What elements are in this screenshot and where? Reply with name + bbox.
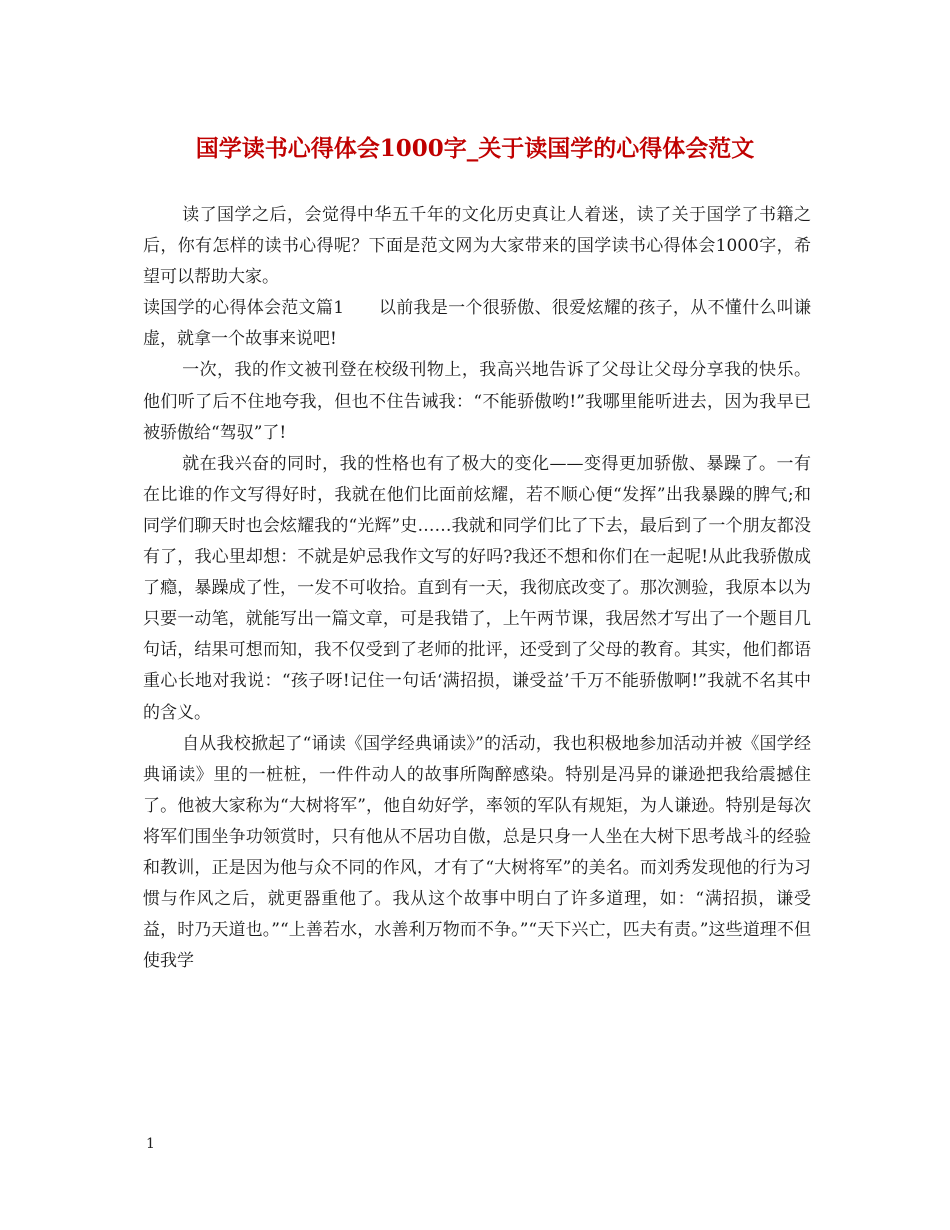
paragraph-4: 自从我校掀起了“诵读《国学经典诵读》”的活动，我也积极地参加活动并被《国学经典诵读》里的一桩桩，一件件动人的故事所陶醉感染。特别是冯异的谦逊把我给震撼住了。他被大家称为“大树将军”，他自幼好学，率领的军队有规矩，为人谦逊。特别是每次将军们围坐争功领赏时，只有他从不居功自傲，总是只身一人坐在大树下思考战斗的经验和教训，正是因为他与众不同的作风，才有了“大树将军”的美名。而刘秀发现他的行为习惯与作风之后，就更器重他了。我从这个故事中明白了许多道理，如：“满招损，谦受益，时乃天道也。”“上善若水，水善利万物而不争。”“天下兴亡，匹夫有责。”这些道理不但使我学 [143,733,811,972]
paragraph-essay-1-heading: 读国学的心得体会范文篇1 以前我是一个很骄傲、很爱炫耀的孩子，从不懂什么叫谦虚，就拿一个故事来说吧! [143,298,811,350]
document-body [143,200,811,977]
paragraph-2: 一次，我的作文被刊登在校级刊物上，我高兴地告诉了父母让父母分享我的快乐。他们听了后不住地夸我，但也不住告诫我：“不能骄傲哟!”我哪里能听进去，因为我早已被骄傲给“驾驭”了! [143,360,811,443]
paragraph-3: 就在我兴奋的同时，我的性格也有了极大的变化——变得更加骄傲、暴躁了。一有在比谁的作文写得好时，我就在他们比面前炫耀，若不顺心便“发挥”出我暴躁的脾气;和同学们聊天时也会炫耀我的“光辉”史……我就和同学们比了下去，最后到了一个朋友都没有了，我心里却想：不就是妒忌我作文写的好吗?我还不想和你们在一起呢!从此我骄傲成了瘾，暴躁成了性，一发不可收拾。直到有一天，我彻底改变了。那次测验，我原本以为只要一动笔，就能写出一篇文章，可是我错了，上午两节课，我居然才写出了一个题目几句话，结果可想而知，我不仅受到了老师的批评，还受到了父母的教育。其实，他们都语重心长地对我说：“孩子呀!记住一句话‘满招损，谦受益’千万不能骄傲啊!”我就不名其中的含义。 [143,453,811,723]
document-title: 国学读书心得体会1000字_关于读国学的心得体会范文 [195,135,755,162]
paragraph-intro: 读了国学之后，会觉得中华五千年的文化历史真让人着迷，读了关于国学了书籍之后，你有怎样的读书心得呢？下面是范文网为大家带来的国学读书心得体会1000字，希望可以帮助大家。 [143,205,811,288]
page-number: 1 [146,1136,155,1152]
